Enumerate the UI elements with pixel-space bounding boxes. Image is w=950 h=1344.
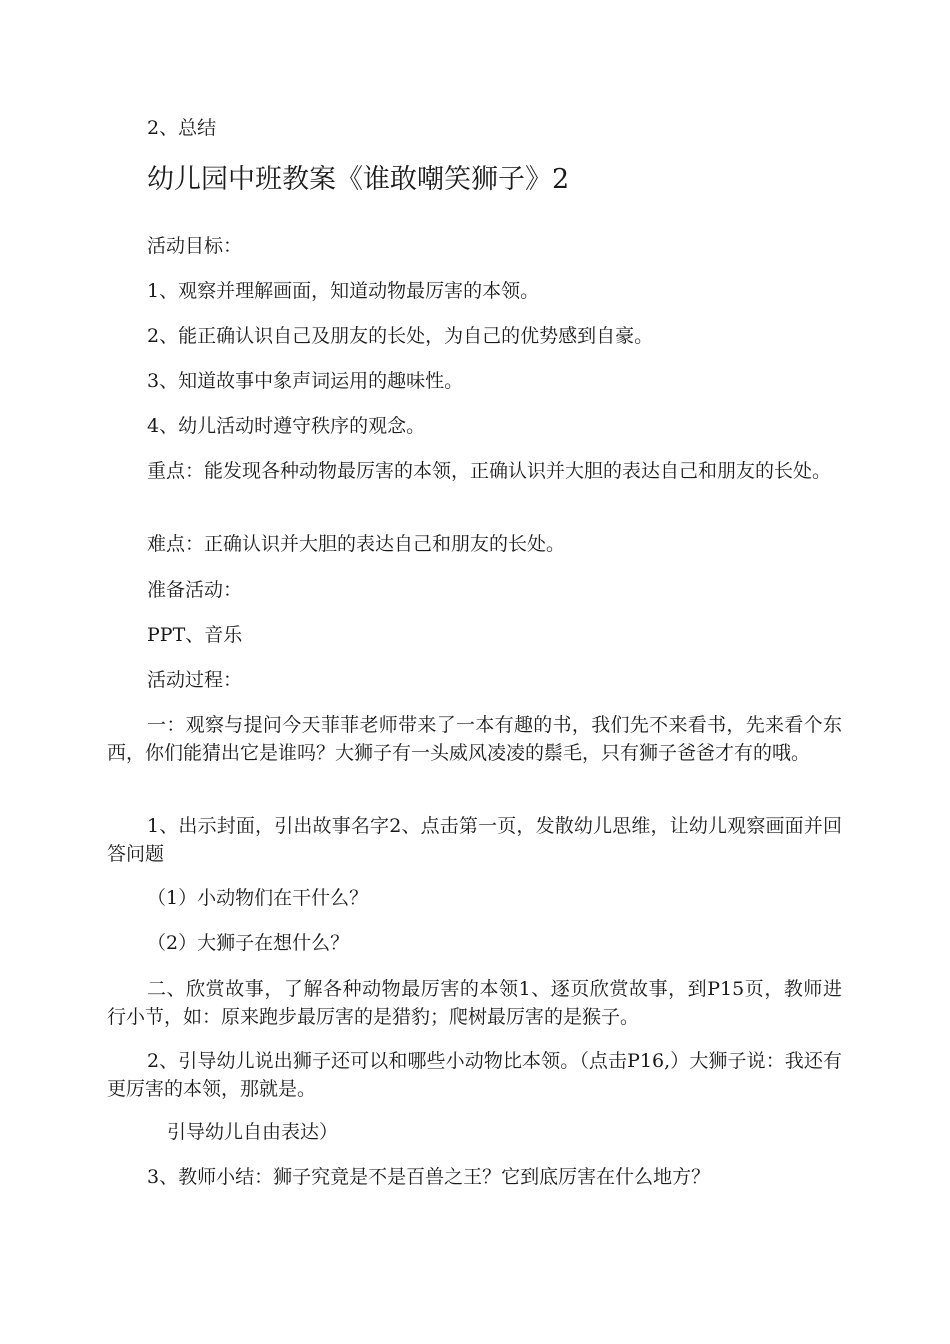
prep-heading: 准备活动： bbox=[147, 579, 243, 601]
step-two-summary-line: 3、教师小结：狮子究竟是不是百兽之王？它到底厉害在什么地方？ bbox=[147, 1166, 711, 1188]
goals-heading: 活动目标： bbox=[147, 235, 243, 257]
goal-item: 4、幼儿活动时遵守秩序的观念。 bbox=[147, 415, 426, 437]
goal-item: 3、知道故事中象声词运用的趣味性。 bbox=[147, 370, 464, 392]
difficulty-paragraph: 难点：正确认识并大胆的表达自己和朋友的长处。 bbox=[147, 533, 566, 555]
question-item: （2）大狮子在想什么？ bbox=[147, 932, 350, 954]
goal-item: 2、能正确认识自己及朋友的长处，为自己的优势感到自豪。 bbox=[147, 325, 654, 347]
goal-item: 1、观察并理解画面，知道动物最厉害的本领。 bbox=[147, 280, 540, 302]
summary-heading: 2、总结 bbox=[147, 117, 217, 139]
page-title: 幼儿园中班教案《谁敢嘲笑狮子》2 bbox=[147, 164, 570, 195]
step-one-sub-paragraph: 1、出示封面，引出故事名字2、点击第一页，发散幼儿思维，让幼儿观察画面并回答问题 bbox=[107, 815, 842, 865]
process-heading: 活动过程： bbox=[147, 669, 243, 691]
free-expression-line: 引导幼儿自由表达） bbox=[167, 1121, 339, 1143]
step-two-paragraph: 二、欣赏故事，了解各种动物最厉害的本领1、逐页欣赏故事，到P15页，教师进行小节，如：原来跑步最厉害的是猎豹；爬树最厉害的是猴子。 bbox=[107, 978, 842, 1028]
step-two-sub-paragraph: 2、引导幼儿说出狮子还可以和哪些小动物比本领。（点击P16,）大狮子说：我还有更厉害的本领，那就是。 bbox=[107, 1050, 842, 1100]
question-item: （1）小动物们在干什么？ bbox=[147, 887, 369, 909]
prep-items: PPT、音乐 bbox=[147, 624, 243, 646]
step-one-paragraph: 一：观察与提问今天菲菲老师带来了一本有趣的书，我们先不来看书，先来看个东西，你们能猜出它是谁吗？大狮子有一头威风凌凌的鬃毛，只有狮子爸爸才有的哦。 bbox=[107, 714, 842, 764]
key-point-paragraph: 重点：能发现各种动物最厉害的本领，正确认识并大胆的表达自己和朋友的长处。 bbox=[147, 460, 832, 482]
